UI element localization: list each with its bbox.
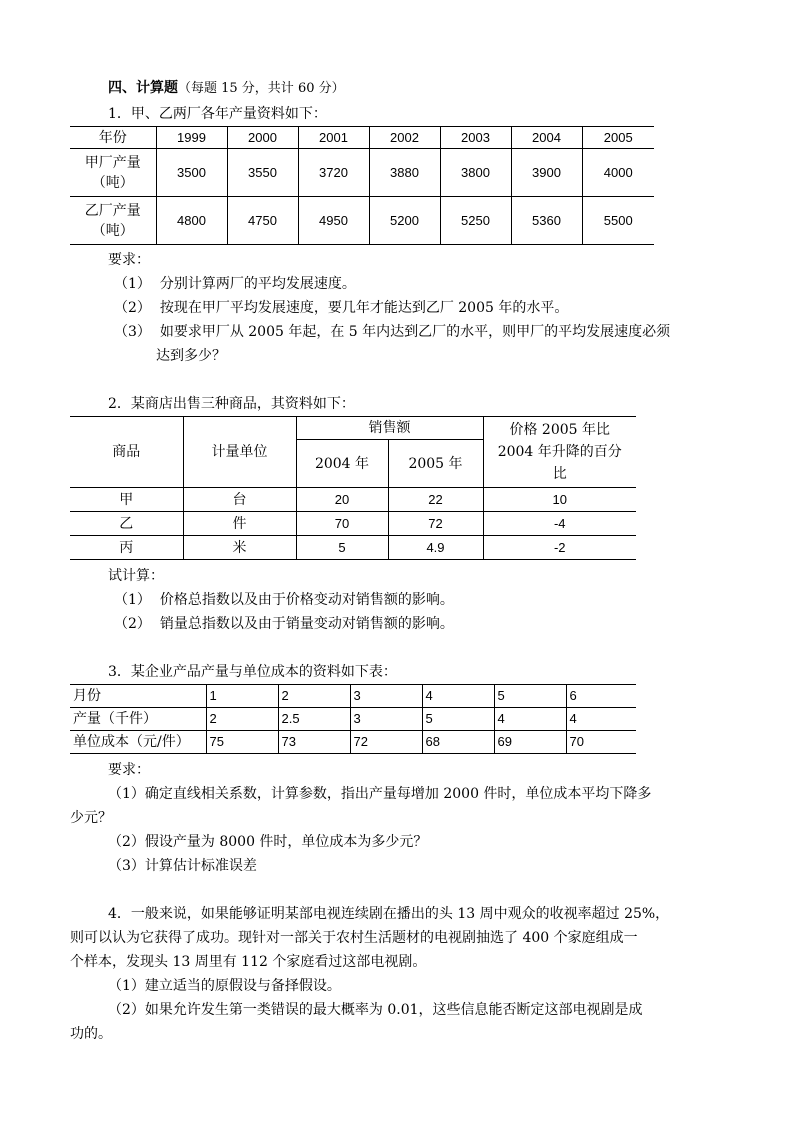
q2-h-price-line2: 2004 年升降的百分: [497, 444, 622, 460]
q2-s2004: 5: [296, 536, 388, 560]
q2-s2005: 72: [388, 512, 483, 536]
q2-s2005: 4.9: [388, 536, 483, 560]
q1-item2-num: （2）: [114, 300, 151, 316]
q2-pct: -4: [483, 512, 636, 536]
q1-row-b: [70, 197, 654, 245]
q2-h-unit: 计量单位: [183, 417, 296, 488]
q2-row: [70, 512, 636, 536]
q2-h-2004: 2004 年: [296, 440, 388, 488]
q1-item3-num: （3）: [114, 324, 151, 340]
q1-cell: 4950: [298, 197, 369, 245]
q2-h-price: [483, 417, 636, 488]
q1-cell: 5500: [582, 197, 654, 245]
q1-cell: 3900: [511, 149, 582, 197]
q1-year: 1999: [156, 127, 227, 149]
q2-h-2005: 2005 年: [388, 440, 483, 488]
q2-item1-num: （1）: [114, 592, 151, 608]
q2-unit: 台: [183, 488, 296, 512]
q1-header-row: [70, 127, 654, 149]
q1-item3-cont: 达到多少？: [156, 348, 226, 364]
q2-s2004: 70: [296, 512, 388, 536]
q1-row-b-label: [70, 197, 156, 245]
q3-cell: 68: [422, 731, 494, 754]
q3-cell: 1: [206, 685, 278, 708]
q3-cell: 5: [422, 708, 494, 731]
q1-item2: [114, 298, 568, 318]
q1-cell: 4000: [582, 149, 654, 197]
q3-cell: 2.5: [278, 708, 350, 731]
q4-item2: （2）如果允许发生第一类错误的最大概率为 0.01，这些信息能否断定这部电视剧是成: [108, 1002, 643, 1018]
q2-h-price-line1: 价格 2005 年比: [509, 422, 611, 438]
q1-cell: 3880: [369, 149, 440, 197]
q2-table: [70, 416, 636, 560]
q3-row-output: [70, 708, 636, 731]
q2-item1: [114, 590, 454, 610]
q4-item2-cont: 功的。: [70, 1026, 112, 1042]
section-title: 四、计算题: [108, 80, 178, 96]
q3-cell: 6: [566, 685, 636, 708]
q1-row-a: [70, 149, 654, 197]
q3-cell: 4: [494, 708, 566, 731]
q2-product: 丙: [70, 536, 183, 560]
q2-h-product: 商品: [70, 417, 183, 488]
q2-item2-text: 销量总指数以及由于销量变动对销售额的影响。: [159, 616, 454, 632]
q1-cell: 4750: [227, 197, 298, 245]
q1-row-b-label-line2: （吨）: [91, 222, 134, 239]
q3-item3: （3）计算估计标准误差: [108, 858, 257, 874]
q4-item1: （1）建立适当的原假设与备择假设。: [108, 978, 341, 994]
q2-unit: 米: [183, 536, 296, 560]
q1-year: 2003: [440, 127, 511, 149]
q3-intro: 3．某企业产品产量与单位成本的资料如下表：: [108, 664, 397, 680]
q4-line2: 则可以认为它获得了成功。现针对一部关于农村生活题材的电视剧抽选了 400 个家庭组成一: [70, 930, 638, 946]
q2-item2: [114, 614, 454, 634]
q1-item2-text: 按现在甲厂平均发展速度，要几年才能达到乙厂 2005 年的水平。: [159, 300, 569, 316]
q1-item1: [114, 274, 356, 294]
q3-cell: 5: [494, 685, 566, 708]
q3-label: 单位成本（元/件）: [70, 731, 206, 754]
q1-cell: 3550: [227, 149, 298, 197]
q2-intro: 2．某商店出售三种商品，其资料如下：: [108, 396, 355, 412]
q1-year: 2004: [511, 127, 582, 149]
q3-cell: 3: [350, 708, 422, 731]
q2-req: 试计算：: [108, 568, 164, 584]
q1-item3: [114, 322, 670, 342]
q1-year: 2002: [369, 127, 440, 149]
q1-cell: 3720: [298, 149, 369, 197]
q1-year: 2005: [582, 127, 654, 149]
q3-cell: 4: [566, 708, 636, 731]
q2-product: 甲: [70, 488, 183, 512]
q3-item1-cont: 少元？: [70, 810, 112, 826]
q2-pct: -2: [483, 536, 636, 560]
q2-pct: 10: [483, 488, 636, 512]
q1-cell: 3800: [440, 149, 511, 197]
q1-header-label: 年份: [70, 127, 156, 149]
q1-item3-text: 如要求甲厂从 2005 年起，在 5 年内达到乙厂的水平，则甲厂的平均发展速度必须: [159, 324, 671, 340]
q3-item1: （1）确定直线相关系数，计算参数，指出产量每增加 2000 件时，单位成本平均下降多: [108, 786, 652, 802]
q2-product: 乙: [70, 512, 183, 536]
q2-unit: 件: [183, 512, 296, 536]
q2-s2004: 20: [296, 488, 388, 512]
q2-row: [70, 536, 636, 560]
q1-item1-num: （1）: [114, 276, 151, 292]
q2-h-price-line3: 比: [552, 466, 567, 482]
q2-item2-num: （2）: [114, 616, 151, 632]
q3-row-cost: [70, 731, 636, 754]
q3-table: [70, 684, 636, 754]
q3-cell: 3: [350, 685, 422, 708]
q1-row-a-label: [70, 149, 156, 197]
q3-cell: 73: [278, 731, 350, 754]
q1-year: 2000: [227, 127, 298, 149]
q3-cell: 72: [350, 731, 422, 754]
q3-cell: 75: [206, 731, 278, 754]
q3-req: 要求：: [108, 762, 150, 778]
q3-label: 产量（千件）: [70, 708, 206, 731]
q1-table: [70, 126, 654, 245]
q1-row-a-label-line2: （吨）: [91, 174, 134, 191]
q1-req: 要求：: [108, 252, 150, 268]
q3-cell: 2: [206, 708, 278, 731]
q1-cell: 5250: [440, 197, 511, 245]
q3-label: 月份: [70, 685, 206, 708]
q1-cell: 5360: [511, 197, 582, 245]
q4-line3: 个样本，发现头 13 周里有 112 个家庭看过这部电视剧。: [70, 954, 427, 970]
q2-s2005: 22: [388, 488, 483, 512]
q3-cell: 69: [494, 731, 566, 754]
q2-item1-text: 价格总指数以及由于价格变动对销售额的影响。: [159, 592, 454, 608]
q1-cell: 4800: [156, 197, 227, 245]
q1-cell: 5200: [369, 197, 440, 245]
q1-row-b-label-line1: 乙厂产量: [84, 202, 141, 219]
q1-item1-text: 分别计算两厂的平均发展速度。: [159, 276, 356, 292]
q1-row-a-label-line1: 甲厂产量: [84, 154, 141, 171]
q3-cell: 2: [278, 685, 350, 708]
section-note: （每题 15 分，共计 60 分）: [178, 81, 345, 96]
q3-cell: 4: [422, 685, 494, 708]
q1-year: 2001: [298, 127, 369, 149]
q1-cell: 3500: [156, 149, 227, 197]
q4-line1: 4．一般来说，如果能够证明某部电视连续剧在播出的头 13 周中观众的收视率超过 25%，: [108, 906, 670, 922]
q3-row-month: [70, 685, 636, 708]
q2-row: [70, 488, 636, 512]
q2-h-sales: 销售额: [296, 417, 483, 440]
q3-cell: 70: [566, 731, 636, 754]
q2-header-row1: [70, 417, 636, 440]
section-heading: [108, 78, 345, 99]
q3-item2: （2）假设产量为 8000 件时，单位成本为多少元？: [108, 834, 428, 850]
q1-intro: 1．甲、乙两厂各年产量资料如下：: [108, 106, 327, 122]
